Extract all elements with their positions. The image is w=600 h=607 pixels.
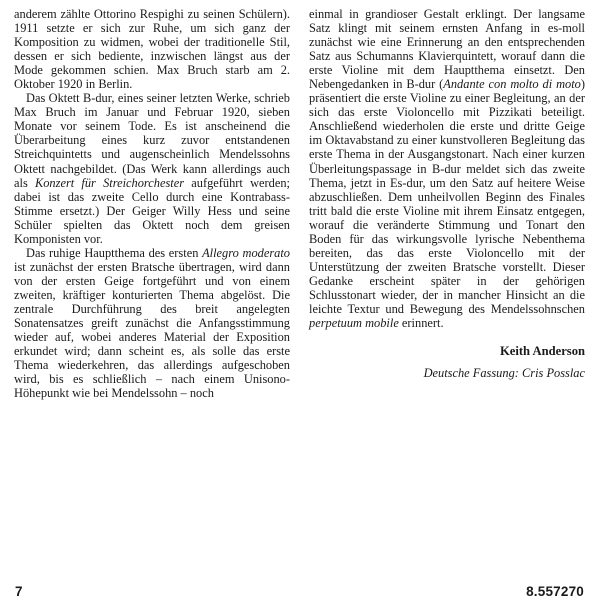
text-run: Das ruhige Hauptthema des ersten (26, 245, 203, 260)
text-run: erinnert. (398, 316, 444, 331)
text-run: anderem zählte Ottorino Respighi zu seinen Schülern). 1911 setzte er sich zur Ruhe, um sich ganz der Komposition zu widmen, wobei der traditionelle Stil, dessen er sich bediente, inzwischen längst aus der Mode gekommen schien. Max Bruch starb am 2. Oktober 1920 in Berlin. (14, 7, 290, 92)
paragraph (14, 246, 290, 401)
page-number: 7 (15, 584, 23, 599)
emphasized-text: perpetuum mobile (309, 316, 399, 331)
text-run: ist zunächst der ersten Bratsche übertragen, wird dann von der ersten Geige fortgeführt und von einem zweiten, kräftiger konturierten Thema abgelöst. Die zentrale Durchführung des breit angelegten Sonatensatzes greift zunächst die Anfangsstimmung wieder auf, wobei anderes Material der Exposition erkundet wird; dann scheint es, als solle das erste Thema wiederkehren, das allerdings aufgeschoben wird, bis es schließlich – nach einem Unisono-Höhepunkt wie bei Mendelssohn – noch (14, 259, 290, 401)
catalog-number: 8.557270 (526, 584, 584, 599)
emphasized-text: Konzert für Streichorchester (34, 175, 185, 190)
emphasized-text: Allegro moderato (202, 245, 290, 260)
author-name: Keith Anderson (499, 344, 585, 359)
text-run: ) präsentiert die erste Violine zu einer Begleitung, an der sich das erste Violoncello mit Pizzikati beteiligt. Anschließend wiederholen die erste und dritte Geige im Oktavabstand zu einer kunstvolleren Begleitung das erste Thema in der Ausgangstonart. Nach einer kurzen Überleitungspassage in B-dur meldet sich das zweite Thema, jetzt in Es-dur, um den Satz auf heitere Weise abzuschließen. Dem unheilvollen Beginn des Finales tritt bald die erste Violine mit ihrem Einsatz entgegen, worauf die veränderte Stimmung und Tonart den Boden für das wirkungsvolle lyrische Nebenthema bereiten, das das erste Violoncello mit der Unterstützung der zweiten Bratsche vorstellt. Dieser Gedanke erscheint später in der gehörigen Schlusstonart wieder, der in mancher Hinsicht an die leichte Textur und Bewegung des Mendelssohnschen (309, 77, 586, 316)
text-run: einmal in grandioser Gestalt erklingt. Der langsame Satz klingt mit seinem ernsten Anfang in es-moll zunächst wie eine Erinnerung an den entsprechenden Satz aus Schumanns Klavierquintett, worauf dann die erste Violine mit dem Hauptthema einsetzt. Den Nebengedanken in B-dur ( (309, 7, 585, 92)
author-line (309, 344, 585, 358)
text-run: aufgeführt werden; dabei ist das zweite Cello durch eine Kontrabass-Stimme ersetzt.) Der Geiger Willy Hess und seine Schüler spielten das Oktett noch dem greisen Komponisten vor. (14, 175, 290, 246)
paragraph (14, 7, 290, 91)
paragraph (309, 7, 585, 330)
left-column (14, 7, 290, 400)
text-run: Das Oktett B-dur, eines seiner letzten Werke, schrieb Max Bruch im Januar und Februar 1920, sieben Monate vor seinem Tode. Es ist anscheinend die Überarbeitung eines kurz zuvor entstandenen Streichquintetts und augenscheinlich Mendelssohns Oktett nachgebildet. (Das Werk kann allerdings auch als (14, 91, 290, 190)
paragraph (14, 91, 290, 246)
emphasized-text: Andante con molto di moto (443, 77, 581, 92)
right-column (309, 7, 585, 380)
translator-credit: Deutsche Fassung: Cris Posslac (423, 366, 585, 381)
